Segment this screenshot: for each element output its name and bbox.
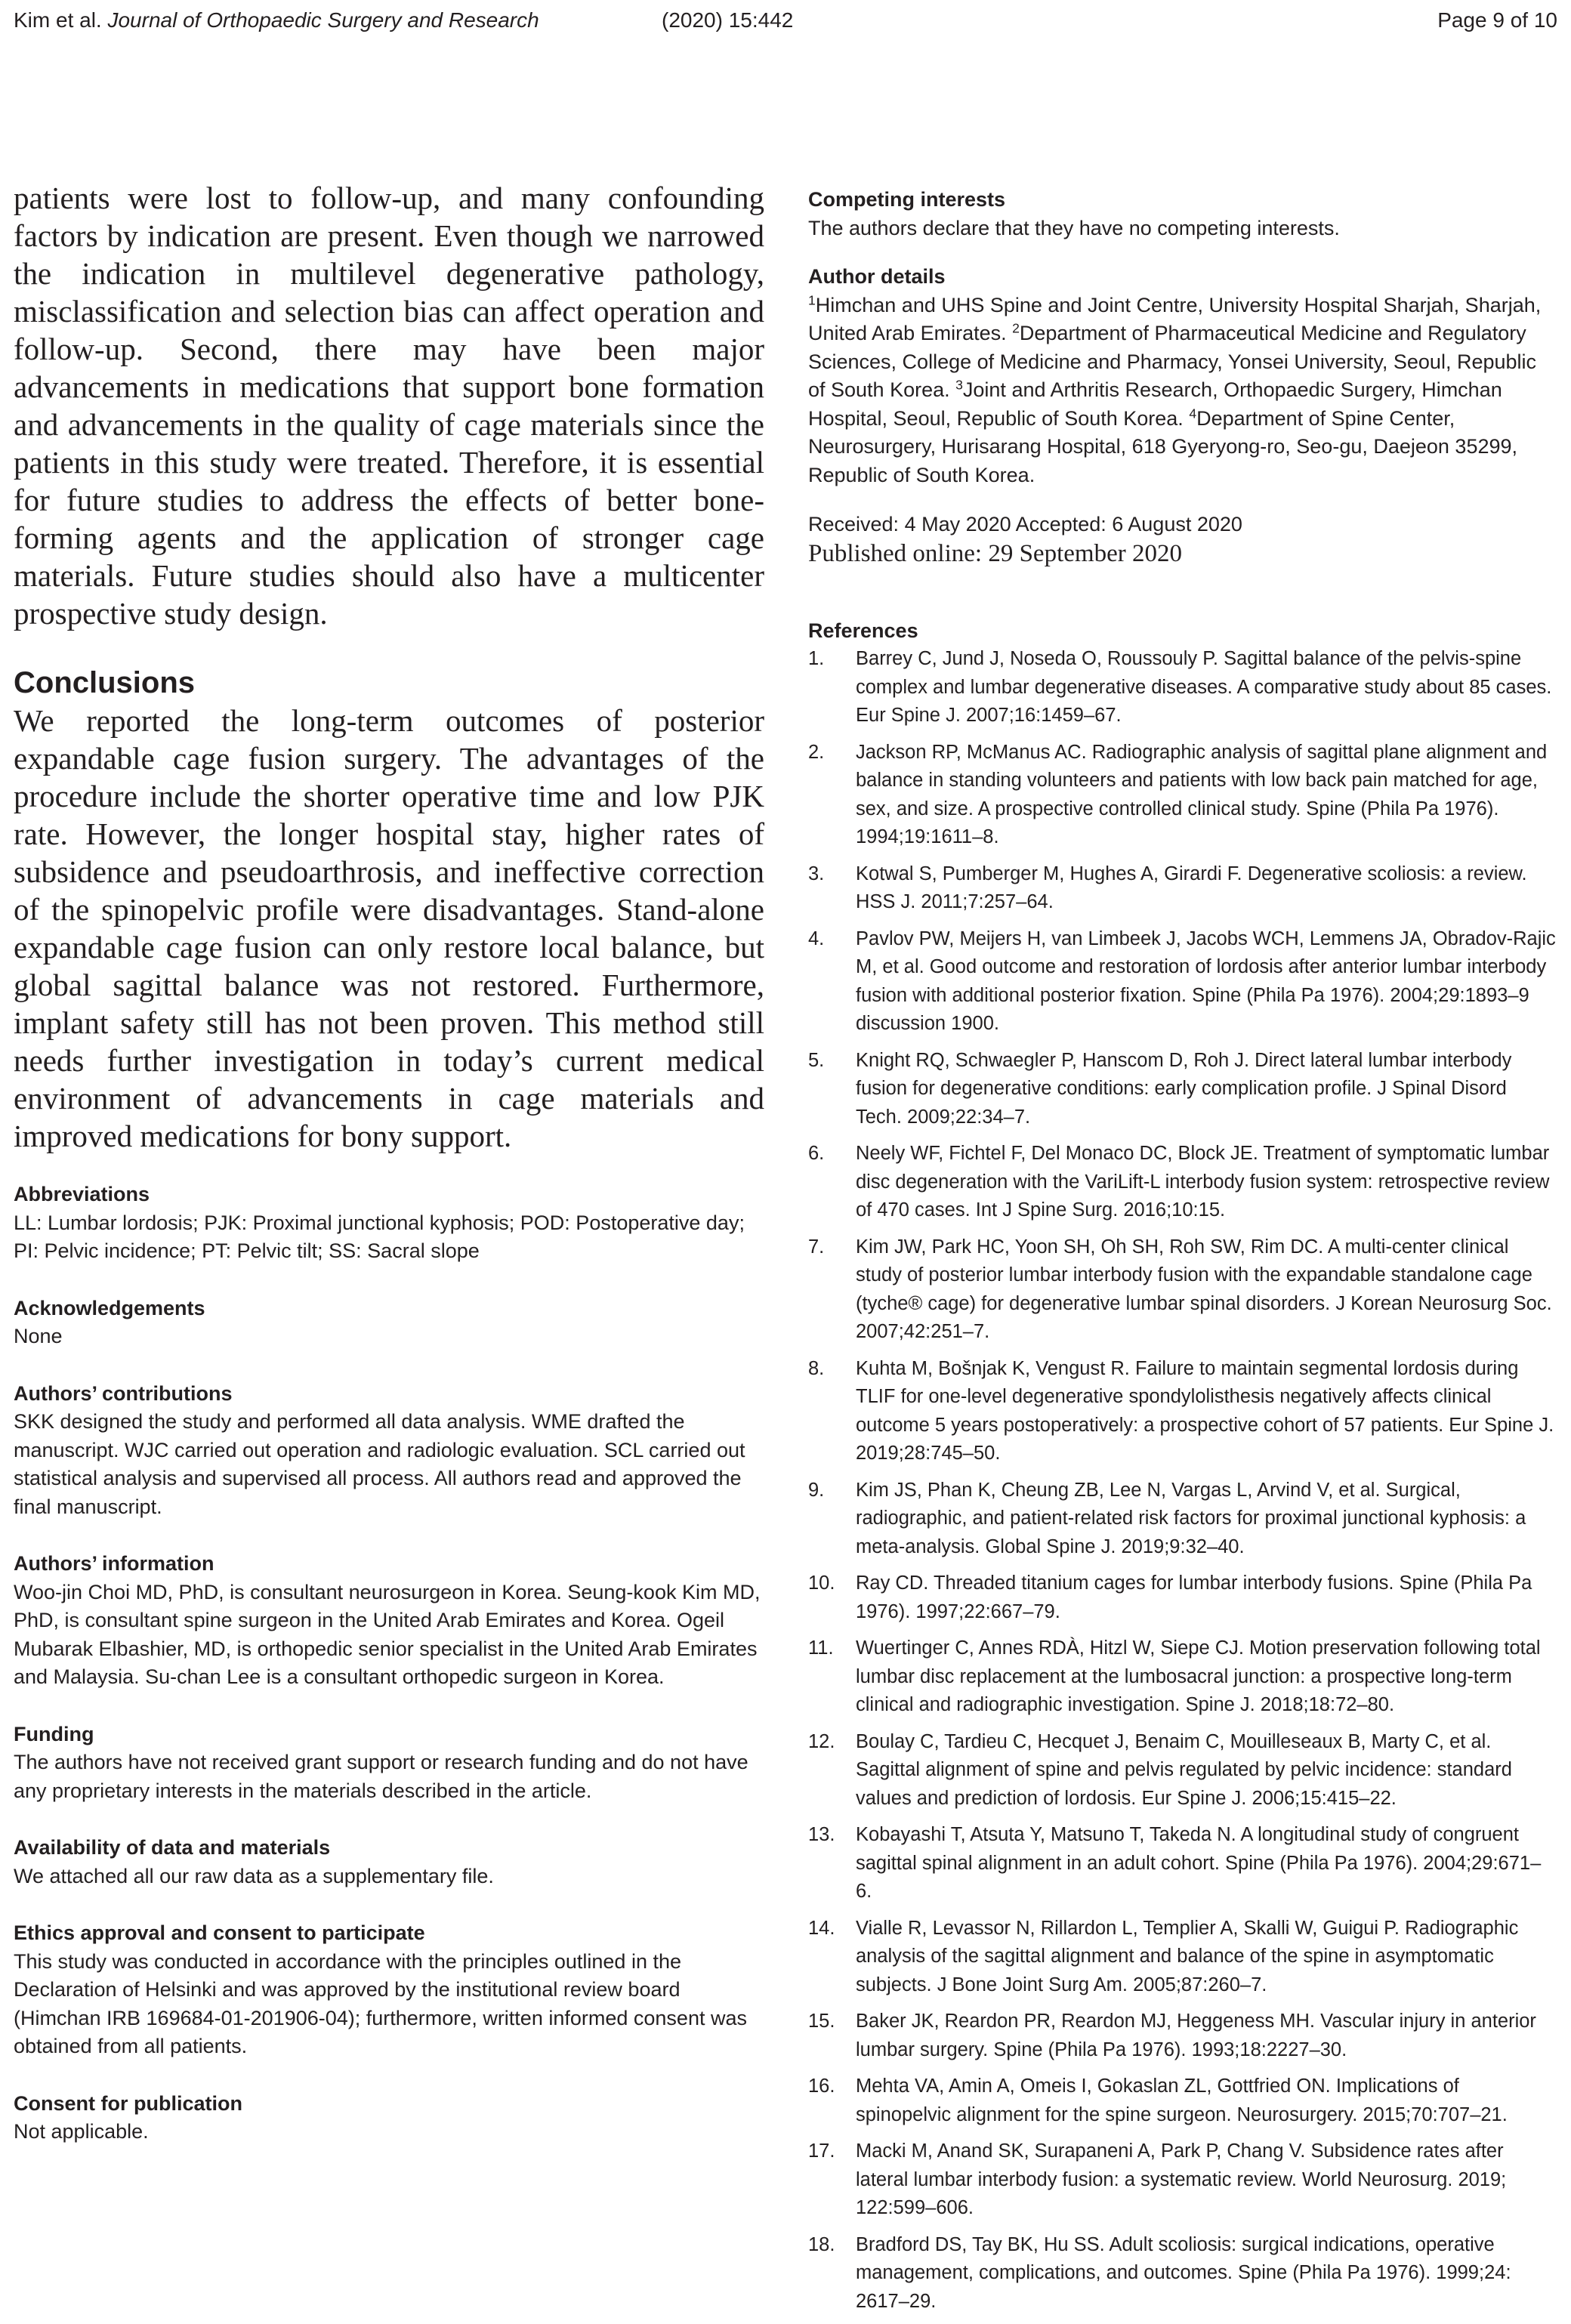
section-body: This study was conducted in accordance with the principles outlined in the Declaration of Helsinki and was approved by the institutional review board (Himchan IRB 169684-01-201906-04); furthermore, written informed consent was obtained from all patients. — [14, 1949, 747, 2057]
section-body: We attached all our raw data as a supplementary file. — [14, 1864, 494, 1887]
affiliation-text: Department of Pharmaceutical Medicine and Regulatory Sciences, College of Medicine and Pharmacy, Yonsei University, Seoul, Republic of South Korea. — [808, 322, 1537, 401]
header-citation — [14, 8, 539, 33]
reference-item — [808, 739, 1556, 852]
section-title: Acknowledgements — [14, 1296, 205, 1319]
reference-text: Boulay C, Tardieu C, Hecquet J, Benaim C, Mouilleseaux B, Marty C, et al. Sagittal alignment of spine and pelvis regulated by pelvic incidence: standard values and prediction of lordosis. Eur Spine J. 2006;15:415–22. — [856, 1730, 1512, 1809]
reference-item — [808, 1233, 1556, 1347]
affiliation-marker: 3 — [955, 377, 963, 393]
acknowledgements-section — [14, 1295, 764, 1351]
reference-text: Ray CD. Threaded titanium cages for lumbar interbody fusions. Spine (Phila Pa 1976). 1997;22:667–79. — [856, 1572, 1532, 1622]
reference-item — [808, 1047, 1556, 1132]
received-accepted-dates: Received: 4 May 2020 Accepted: 6 August 2020 — [808, 513, 1242, 535]
section-body: Woo-jin Choi MD, PhD, is consultant neurosurgeon in Korea. Seung-kook Kim MD, PhD, is consultant spine surgeon in the United Arab Emirates and Korea. Ogeil Mubarak Elbashier, MD, is orthopedic senior specialist in the United Arab Emirates and Malaysia. Su-chan Lee is a consultant orthopedic surgeon in Korea. — [14, 1580, 761, 1688]
reference-text: Jackson RP, McManus AC. Radiographic analysis of sagittal plane alignment and balance in standing volunteers and patients with low back pain matched for age, sex, and size. A prospective controlled clinical study. Spine (Phila Pa 1976). 1994;19:1611–8. — [856, 741, 1548, 847]
reference-text: Baker JK, Reardon PR, Reardon MJ, Heggeness MH. Vascular injury in anterior lumbar surgery. Spine (Phila Pa 1976). 1993;18:2227–30. — [856, 2011, 1536, 2060]
reference-number: 12. — [808, 1730, 835, 1752]
reference-number: 15. — [808, 2011, 835, 2032]
conclusions-heading: Conclusions — [14, 666, 196, 699]
reference-number: 1. — [808, 648, 825, 669]
reference-item — [808, 1477, 1556, 1562]
reference-item — [808, 1915, 1556, 2000]
reference-text: Barrey C, Jund J, Noseda O, Roussouly P. Sagittal balance of the pelvis-spine complex and lumbar degenerative diseases. A comparative study about 85 cases. Eur Spine J. 2007;16:1459–67. — [856, 648, 1552, 726]
section-title: Availability of data and materials — [14, 1836, 331, 1859]
authors-information-section — [14, 1550, 764, 1692]
reference-number: 6. — [808, 1143, 825, 1164]
reference-item — [808, 1821, 1556, 1906]
reference-item — [808, 1634, 1556, 1720]
reference-text: Knight RQ, Schwaegler P, Hanscom D, Roh J. Direct lateral lumbar interbody fusion for degenerative conditions: early complication profile. J Spinal Disord Tech. 2009;22:34–7. — [856, 1049, 1512, 1128]
section-body: The authors have not received grant support or research funding and do not have any proprietary interests in the materials described in the article. — [14, 1751, 748, 1802]
affiliation-text: Department of Spine Center, Neurosurgery, Hurisarang Hospital, 618 Gyeryong-ro, Seo-gu, Daejeon 35299, Republic of South Korea. — [808, 406, 1518, 486]
conclusions-paragraph: We reported the long-term outcomes of posterior expandable cage fusion surgery. The advantages of the procedure include the shorter operative time and low PJK rate. However, the longer hospital stay, higher rates of subsidence and pseudoarthrosis, and ineffective correction of the spinopelvic profile were disadvantages. Stand-alone expandable cage fusion can only restore local balance, but global sagittal balance was not restored. Furthermore, implant safety still has not been proven. This method still needs further investigation in today’s current medical environment of advancements in cage materials and improved medications for bony support. — [14, 703, 764, 1153]
reference-item — [808, 1355, 1556, 1468]
discussion-paragraph: patients were lost to follow-up, and many confounding factors by indication are present. Even though we narrowed the indication in multilevel degenerative pathology, misclassification and selection bias can affect operation and follow-up. Second, there may have been major advancements in medications that support bone formation and advancements in the quality of cage materials since the patients in this study were treated. Therefore, it is essential for future studies to address the effects of better bone-forming agents and the application of stronger cage materials. Future studies should also have a multicenter prospective study design. — [14, 181, 764, 631]
reference-item — [808, 860, 1556, 917]
reference-number: 9. — [808, 1479, 825, 1501]
reference-item — [808, 1569, 1556, 1626]
reference-text: Bradford DS, Tay BK, Hu SS. Adult scoliosis: surgical indications, operative management, complications, and outcomes. Spine (Phila Pa 1976). 1999;24: 2617–29. — [856, 2233, 1511, 2312]
affiliation-marker: 1 — [808, 292, 816, 307]
references-heading: References — [808, 619, 918, 642]
reference-text: Vialle R, Levassor N, Rillardon L, Templier A, Skalli W, Guigui P. Radiographic analysis of the sagittal alignment and balance of the spine in asymptomatic subjects. J Bone Joint Surg Am. 2005;87:260–7. — [856, 1917, 1519, 1995]
header-year-volume: (2020) 15:442 — [662, 8, 794, 32]
right-column — [808, 186, 1556, 2324]
reference-number: 17. — [808, 2140, 835, 2162]
reference-text: Pavlov PW, Meijers H, van Limbeek J, Jacobs WCH, Lemmens JA, Obradov-Rajic M, et al. Good outcome and restoration of lordosis after anterior lumbar interbody fusion with additional posterior fixation. Spine (Phila Pa 1976). 2004;29:1893–9 discussion 1900. — [856, 927, 1556, 1034]
reference-text: Kotwal S, Pumberger M, Hughes A, Girardi F. Degenerative scoliosis: a review. HSS J. 2011;7:257–64. — [856, 863, 1527, 912]
left-column — [14, 179, 764, 2175]
reference-number: 8. — [808, 1357, 825, 1379]
reference-item — [808, 2231, 1556, 2316]
reference-item — [808, 925, 1556, 1039]
header-journal-name: Journal of Orthopaedic Surgery and Research — [107, 8, 539, 32]
section-title: Funding — [14, 1722, 94, 1745]
reference-item — [808, 2137, 1556, 2223]
reference-number: 3. — [808, 863, 825, 884]
reference-text: Kuhta M, Bošnjak K, Vengust R. Failure to maintain segmental lordosis during TLIF for one-level degenerative spondylolisthesis negatively affects clinical outcome 5 years postoperatively: a prospective cohort of 57 patients. Eur Spine J. 2019;28:745–50. — [856, 1357, 1554, 1464]
reference-item — [808, 2072, 1556, 2129]
section-body: LL: Lumbar lordosis; PJK: Proximal junctional kyphosis; POD: Postoperative day; PI: Pelvic incidence; PT: Pelvic tilt; SS: Sacral slope — [14, 1211, 745, 1262]
section-title: Competing interests — [808, 188, 1006, 211]
data-availability-section — [14, 1834, 764, 1890]
author-details-section — [808, 263, 1556, 489]
affiliation-text: Himchan and UHS Spine and Joint Centre, University Hospital Sharjah, Sharjah, United Arab Emirates. — [808, 293, 1542, 344]
reference-number: 18. — [808, 2233, 835, 2255]
reference-number: 5. — [808, 1049, 825, 1071]
reference-number: 7. — [808, 1236, 825, 1258]
reference-number: 10. — [808, 1572, 835, 1594]
reference-number: 16. — [808, 2076, 835, 2097]
authors-contributions-section — [14, 1380, 764, 1522]
reference-text: Wuertinger C, Annes RDÀ, Hitzl W, Siepe CJ. Motion preservation following total lumbar disc replacement at the lumbosacral junction: a prospective long-term clinical and radiographic investigation. Spine J. 2018;18:72–80. — [856, 1637, 1541, 1715]
reference-item — [808, 1140, 1556, 1225]
reference-text: Kobayashi T, Atsuta Y, Matsuno T, Takeda N. A longitudinal study of congruent sagittal spinal alignment in an adult cohort. Spine (Phila Pa 1976). 2004;29:671–6. — [856, 1824, 1542, 1902]
published-online-date: Published online: 29 September 2020 — [808, 540, 1182, 567]
competing-interests-section — [808, 186, 1556, 242]
section-body: SKK designed the study and performed all data analysis. WME drafted the manuscript. WJC carried out operation and radiologic evaluation. SCL carried out statistical analysis and supervised all process. All authors read and approved the final manuscript. — [14, 1410, 745, 1518]
reference-text: Kim JS, Phan K, Cheung ZB, Lee N, Vargas L, Arvind V, et al. Surgical, radiographic, and patient-related risk factors for proximal junctional kyphosis: a meta-analysis. Global Spine J. 2019;9:32–40. — [856, 1479, 1526, 1557]
reference-number: 11. — [808, 1637, 834, 1659]
reference-number: 2. — [808, 741, 825, 763]
reference-number: 14. — [808, 1917, 835, 1939]
affiliations-text — [808, 292, 1556, 490]
header-page-number: Page 9 of 10 — [1437, 8, 1557, 32]
reference-text: Neely WF, Fichtel F, Del Monaco DC, Block JE. Treatment of symptomatic lumbar disc degeneration with the VariLift-L interbody fusion system: retrospective review of 470 cases. Int J Spine Surg. 2016;10:15. — [856, 1143, 1550, 1221]
reference-number: 13. — [808, 1824, 835, 1845]
reference-text: Mehta VA, Amin A, Omeis I, Gokaslan ZL, Gottfried ON. Implications of spinopelvic alignment for the spine surgeon. Neurosurgery. 2015;70:707–21. — [856, 2076, 1508, 2125]
section-title: Ethics approval and consent to participate — [14, 1921, 425, 1944]
declarations — [14, 1181, 764, 2147]
affiliation-text: Joint and Arthritis Research, Orthopaedic Surgery, Himchan Hospital, Seoul, Republic of South Korea. — [808, 378, 1502, 430]
section-title: Abbreviations — [14, 1183, 150, 1205]
section-body: None — [14, 1325, 63, 1347]
consent-section — [14, 2090, 764, 2147]
reference-item — [808, 645, 1556, 730]
section-title: Author details — [808, 265, 946, 288]
section-body: The authors declare that they have no competing interests. — [808, 216, 1340, 239]
section-body: Not applicable. — [14, 2120, 149, 2143]
abbreviations-section — [14, 1181, 764, 1266]
header-authors: Kim et al. — [14, 8, 102, 32]
references-list — [808, 645, 1556, 2316]
reference-number: 4. — [808, 927, 825, 949]
reference-item — [808, 1728, 1556, 1813]
affiliation-marker: 2 — [1012, 320, 1020, 336]
reference-text: Kim JW, Park HC, Yoon SH, Oh SH, Roh SW, Rim DC. A multi-center clinical study of posterior lumbar interbody fusion with the expandable standalone cage (tyche® cage) for degenerative lumbar spinal disorders. J Korean Neurosurg Soc. 2007;42:251–7. — [856, 1236, 1552, 1342]
section-title: Authors’ information — [14, 1552, 215, 1575]
ethics-section — [14, 1919, 764, 2061]
section-title: Authors’ contributions — [14, 1381, 233, 1405]
funding-section — [14, 1721, 764, 1806]
reference-text: Macki M, Anand SK, Surapaneni A, Park P, Chang V. Subsidence rates after lateral lumbar interbody fusion: a systematic review. World Neurosurg. 2019; 122:599–606. — [856, 2140, 1507, 2218]
affiliation-marker: 4 — [1189, 405, 1197, 421]
section-title: Consent for publication — [14, 2091, 242, 2115]
reference-item — [808, 2008, 1556, 2064]
